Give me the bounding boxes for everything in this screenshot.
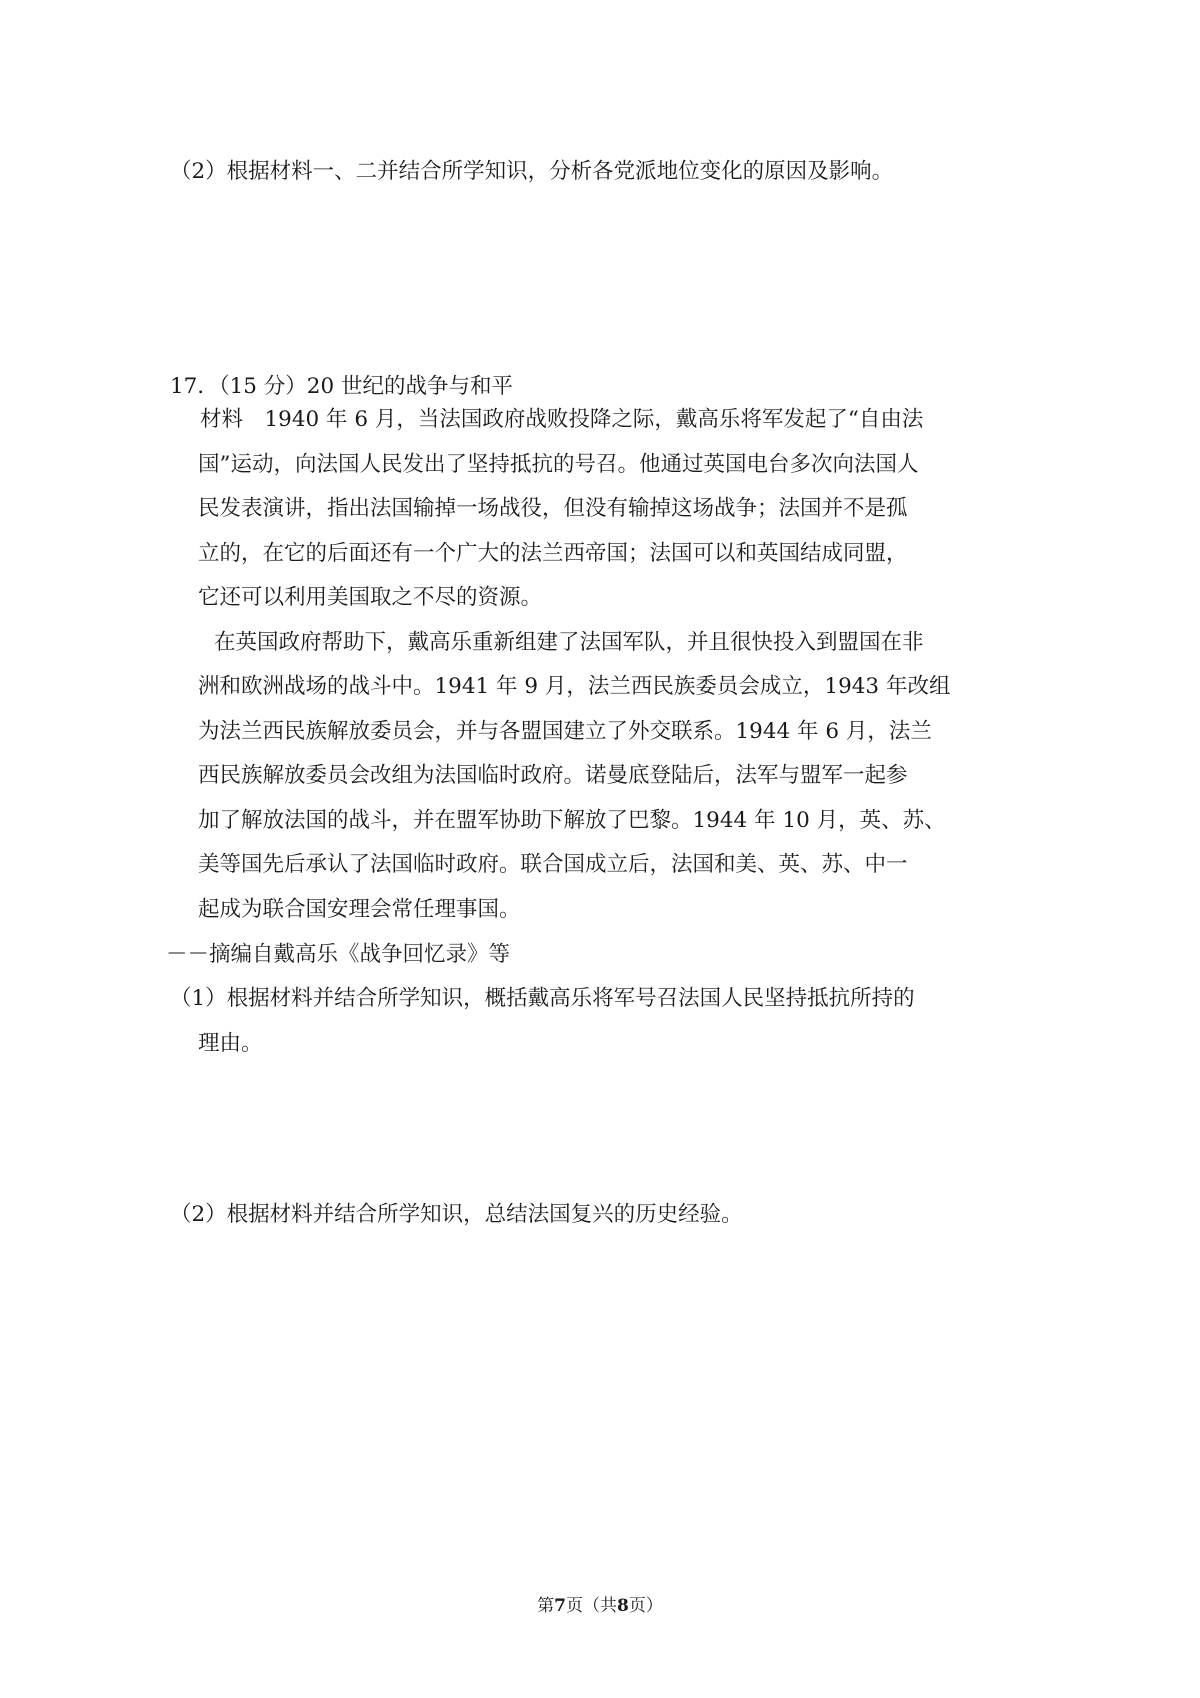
q17-header: 17．（15 分）20 世纪的战争与和平 <box>170 374 513 399</box>
footer-middle: 页（共 <box>566 1596 617 1616</box>
q17-material-p2-line4: 西民族解放委员会改组为法国临时政府。诺曼底登陆后，法军与盟军一起参 <box>198 763 908 788</box>
q16-sub2: （2）根据材料一、二并结合所学知识，分析各党派地位变化的原因及影响。 <box>170 159 894 184</box>
q17-material-p2-line1: 在英国政府帮助下，戴高乐重新组建了法国军队，并且很快投入到盟国在非 <box>214 630 924 655</box>
q17-material-p2-line7: 起成为联合国安理会常任理事国。 <box>198 897 521 922</box>
page-footer <box>0 1595 1200 1617</box>
q17-sub1-line2: 理由。 <box>198 1031 263 1056</box>
q17-material-p1-line2: 国”运动，向法国人民发出了坚持抵抗的号召。他通过英国电台多次向法国人 <box>198 452 919 477</box>
footer-suffix: 页） <box>628 1596 663 1616</box>
q17-material-p1-line3: 民发表演讲，指出法国输掉一场战役，但没有输掉这场战争；法国并不是孤 <box>198 496 908 521</box>
footer-prefix: 第 <box>537 1596 555 1616</box>
q17-material-p2-line5: 加了解放法国的战斗，并在盟军协助下解放了巴黎。1944 年 10 月，英、苏、 <box>198 808 946 833</box>
q17-sub1-line1: （1）根据材料并结合所学知识，概括戴高乐将军号召法国人民坚持抵抗所持的 <box>170 986 915 1011</box>
q17-material-source: －－摘编自戴高乐《战争回忆录》等 <box>166 942 511 967</box>
q17-material-p1-line5: 它还可以利用美国取之不尽的资源。 <box>198 585 543 610</box>
q17-sub2: （2）根据材料并结合所学知识，总结法国复兴的历史经验。 <box>170 1202 743 1227</box>
q17-material-p1-line1: 材料 1940 年 6 月，当法国政府战败投降之际，戴高乐将军发起了“自由法 <box>200 407 924 432</box>
footer-total-pages: 8 <box>617 1596 629 1616</box>
q17-material-p2-line2: 洲和欧洲战场的战斗中。1941 年 9 月，法兰西民族委员会成立，1943 年改组 <box>198 674 951 699</box>
q17-material-p2-line6: 美等国先后承认了法国临时政府。联合国成立后，法国和美、英、苏、中一 <box>198 852 908 877</box>
q17-material-p2-line3: 为法兰西民族解放委员会，并与各盟国建立了外交联系。1944 年 6 月，法兰 <box>198 719 932 744</box>
footer-page-number: 7 <box>554 1596 566 1616</box>
q17-material-p1-line4: 立的，在它的后面还有一个广大的法兰西帝国；法国可以和英国结成同盟， <box>198 541 908 566</box>
